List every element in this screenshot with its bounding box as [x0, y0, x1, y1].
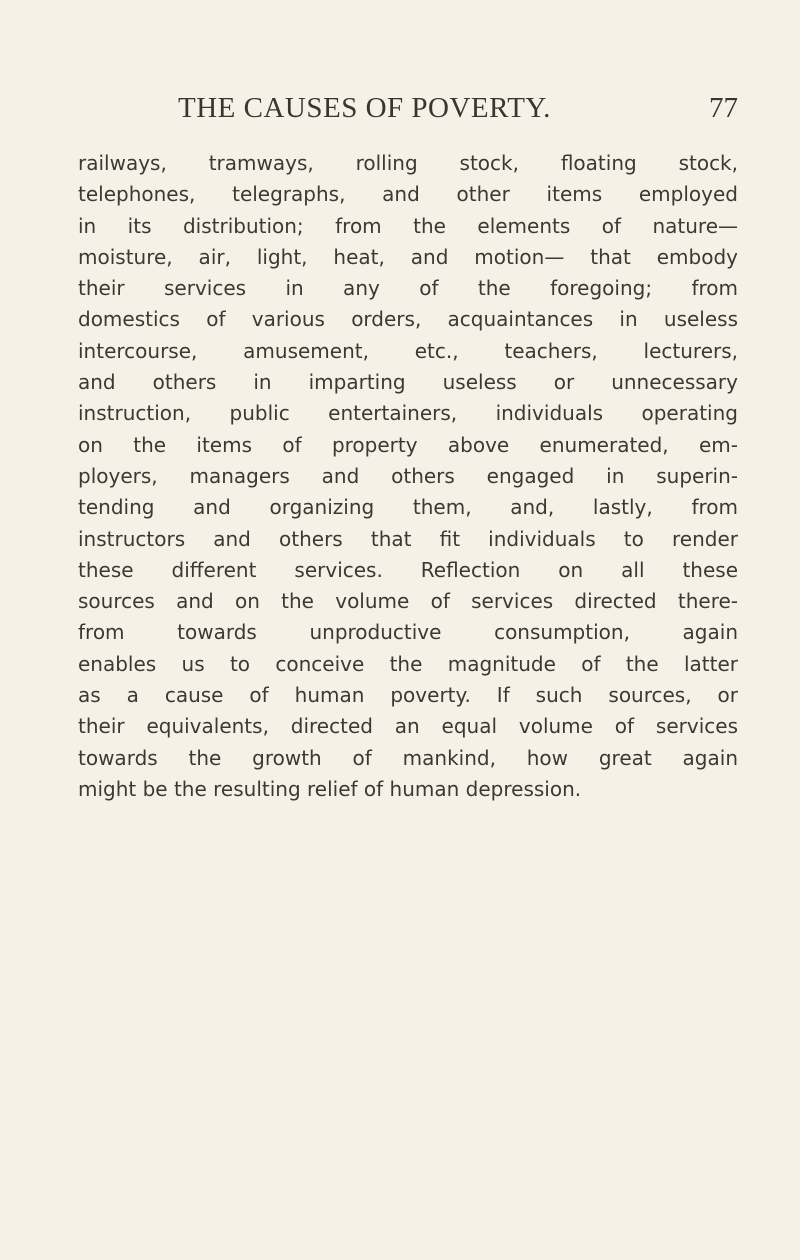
text-line: domestics of various orders, acquaintances in useless [78, 307, 738, 332]
text-line: on the items of property above enumerated, em- [78, 432, 738, 457]
text-line: instructors and others that fit individuals to render [78, 526, 738, 551]
text-line: might be the resulting relief of human depression. [78, 776, 582, 801]
text-line: instruction, public entertainers, individuals operating [78, 401, 738, 426]
running-head [78, 92, 738, 136]
text-line: ployers, managers and others engaged in superin- [78, 463, 738, 488]
text-line: their services in any of the foregoing; from [78, 276, 738, 301]
text-line: these different services. Reflection on all these [78, 557, 738, 582]
text-line: intercourse, amusement, etc., teachers, lecturers, [78, 338, 738, 363]
text-line: sources and on the volume of services directed there- [78, 589, 738, 614]
page-number: 77 [709, 92, 738, 124]
text-line: enables us to conceive the magnitude of the latter [78, 651, 738, 676]
text-line: towards the growth of mankind, how great again [78, 745, 738, 770]
running-title: THE CAUSES OF POVERTY. [178, 92, 551, 124]
text-line: as a cause of human poverty. If such sources, or [78, 683, 738, 708]
text-line: railways, tramways, rolling stock, floating stock, [78, 151, 738, 175]
text-line: and others in imparting useless or unnecessary [78, 370, 738, 395]
body-paragraph [78, 148, 738, 805]
text-line: in its distribution; from the elements of nature— [78, 213, 738, 238]
text-line: telephones, telegraphs, and other items employed [78, 182, 738, 207]
text-line: moisture, air, light, heat, and motion— that embody [78, 244, 738, 269]
text-line: from towards unproductive consumption, again [78, 620, 738, 645]
text-line: their equivalents, directed an equal volume of services [78, 714, 738, 739]
text-line: tending and organizing them, and, lastly, from [78, 495, 738, 520]
